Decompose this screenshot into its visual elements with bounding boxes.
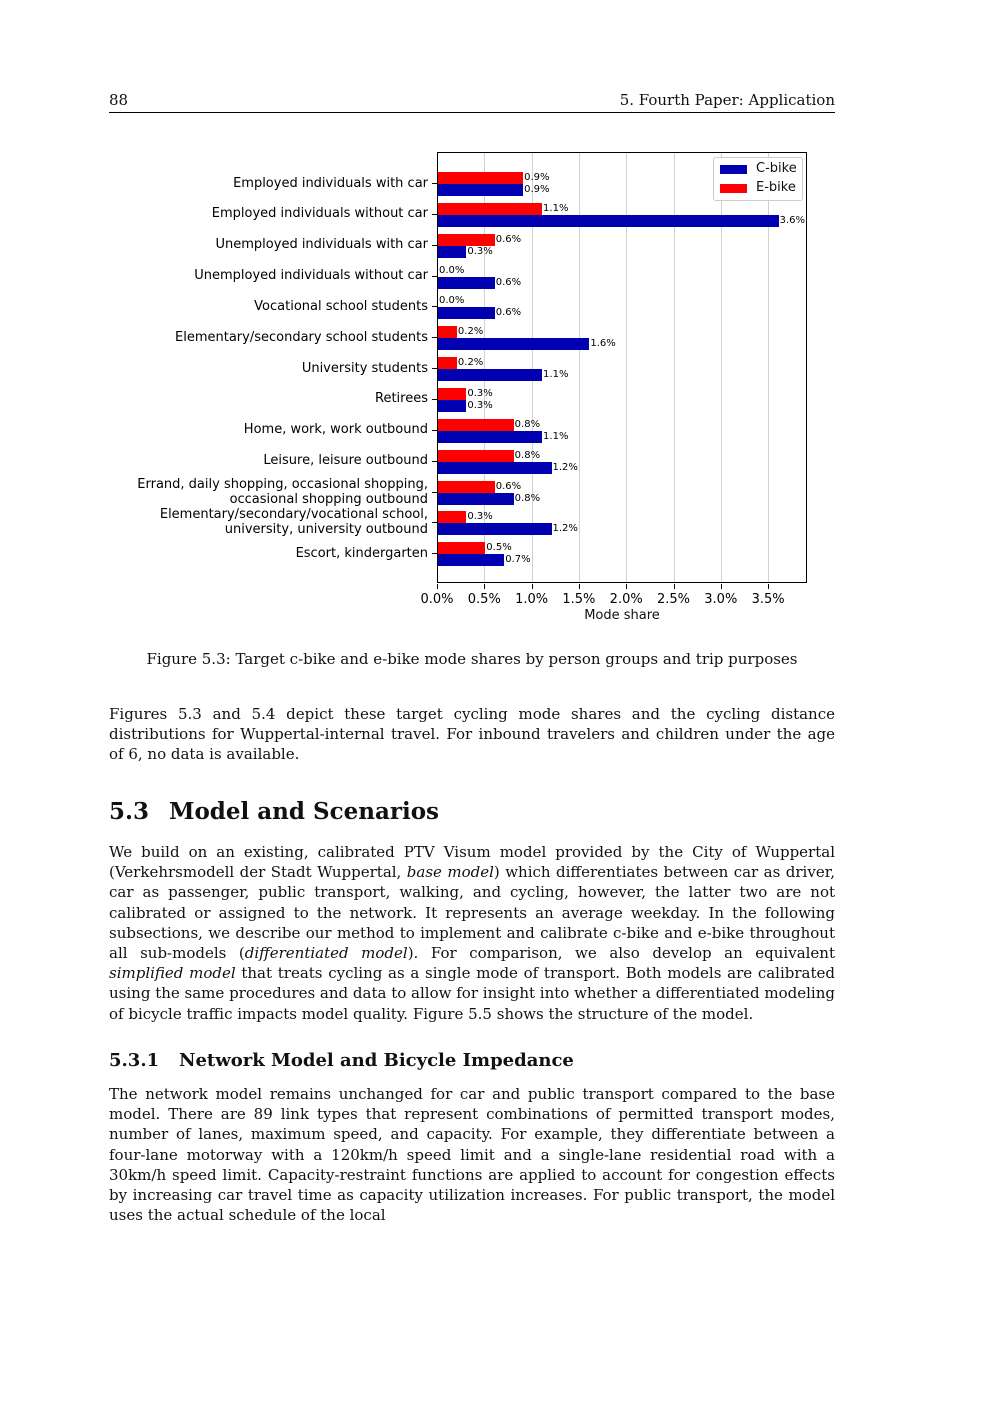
bar-cbike <box>438 184 523 196</box>
x-tick <box>532 584 533 589</box>
plot-area <box>437 152 807 583</box>
page-number: 88 <box>109 91 129 109</box>
x-tick <box>721 584 722 589</box>
text-run: We build on an existing, calibrated PTV Visum model provided by the City of Wuppertal (Verkehrsmodell der Stadt Wuppertal, <box>109 843 835 882</box>
bar-value-label: 0.2% <box>457 326 484 338</box>
bar-cbike <box>438 400 466 412</box>
y-category-label: Employed individuals with car <box>233 175 428 191</box>
emphasis-simplified-model: simplified model <box>109 964 236 983</box>
y-category-label: Escort, kindergarten <box>295 545 428 561</box>
y-category-label: Home, work, work outbound <box>243 422 428 438</box>
bar-cbike <box>438 431 542 443</box>
x-tick <box>626 584 627 589</box>
y-category-label: Vocational school students <box>254 298 428 314</box>
y-category-label: Retirees <box>375 391 428 407</box>
bar-value-label: 1.6% <box>590 338 616 350</box>
bar-ebike <box>438 234 495 246</box>
bar-cbike <box>438 369 542 381</box>
y-tick <box>432 306 437 307</box>
emphasis-base-model: base model <box>406 863 494 882</box>
bar-cbike <box>438 307 495 319</box>
bar-ebike <box>438 542 485 554</box>
y-tick <box>432 368 437 369</box>
y-category-label: Unemployed individuals with car <box>215 237 428 253</box>
section-title: Model and Scenarios <box>169 798 439 825</box>
y-tick <box>432 399 437 400</box>
bar-ebike <box>438 326 457 338</box>
bar-value-label: 1.2% <box>552 461 578 473</box>
bar-value-label: 0.6% <box>495 307 522 319</box>
y-tick <box>432 492 437 493</box>
x-tick-label: 3.0% <box>704 592 738 607</box>
bar-value-label: 0.0% <box>439 295 465 307</box>
legend-swatch-ebike <box>720 184 747 193</box>
x-tick <box>484 584 485 589</box>
x-tick-label: 1.5% <box>562 592 596 607</box>
bar-value-label: 0.9% <box>524 184 550 195</box>
bar-cbike <box>438 554 504 566</box>
bar-value-label: 0.2% <box>457 357 484 369</box>
y-tick <box>432 430 437 431</box>
y-tick <box>432 245 437 246</box>
y-category-label: Elementary/secondary school students <box>175 329 428 345</box>
chapter-title: 5. Fourth Paper: Application <box>619 91 835 109</box>
bar-cbike <box>438 277 495 289</box>
subsection-title: Network Model and Bicycle Impedance <box>179 1050 574 1071</box>
x-tick <box>768 584 769 589</box>
y-tick <box>432 553 437 554</box>
paragraph-model-intro <box>109 842 835 1024</box>
y-tick <box>432 276 437 277</box>
y-category-label: Unemployed individuals without car <box>194 268 428 284</box>
y-tick <box>432 461 437 462</box>
bar-value-label: 0.3% <box>467 387 493 399</box>
paragraph-figures-intro: Figures 5.3 and 5.4 depict these target cycling mode shares and the cycling distance distributions for Wuppertal-internal travel. For inbound travelers and children under the age of 6, no data is available. <box>109 705 835 764</box>
text-run: ) which differentiates between car as driver, car as passenger, public transport, walking, and cycling, however, the latter two are not calibrated or assigned to the network. It represents an average weekday. In the following subsections, we describe our method to implement and calibrate c-bike and e-bike throughout all sub-models ( <box>109 863 835 963</box>
bar-cbike <box>438 338 589 350</box>
running-head <box>109 90 835 113</box>
subsection-number: 5.3.1 <box>109 1050 160 1071</box>
x-tick-label: 3.5% <box>751 592 785 607</box>
bar-value-label: 1.2% <box>552 523 578 535</box>
bar-ebike <box>438 388 466 400</box>
legend-swatch-cbike <box>720 165 747 174</box>
y-category-label: Errand, daily shopping, occasional shopping, occasional shopping outbound <box>137 476 428 507</box>
figure-caption: Figure 5.3: Target c-bike and e-bike mode shares by person groups and trip purposes <box>146 650 798 668</box>
x-tick <box>579 584 580 589</box>
paragraph-network-model: The network model remains unchanged for car and public transport compared to the base model. There are 89 link types that represent combinations of permitted transport modes, number of lanes, maximum speed, and capacity. For example, they differentiate between a four-lane motorway with a 120km/h speed limit and a single-lane residential road with a 30km/h speed limit. Capacity-restraint functions are applied to account for congestion effects by increasing car travel time as capacity utilization increases. For public transport, the model uses the actual schedule of the local <box>109 1085 835 1225</box>
x-axis-label: Mode share <box>584 608 660 623</box>
bar-value-label: 1.1% <box>543 202 569 214</box>
bar-value-label: 0.8% <box>514 492 541 504</box>
x-tick-label: 0.5% <box>467 592 501 607</box>
legend <box>713 157 803 201</box>
y-category-label: Leisure, leisure outbound <box>263 453 428 469</box>
bar-value-label: 0.6% <box>495 276 522 288</box>
bar-value-label: 0.3% <box>467 511 493 523</box>
bar-ebike <box>438 357 457 369</box>
bar-ebike <box>438 172 523 184</box>
legend-label-ebike: E-bike <box>756 180 796 195</box>
bar-value-label: 1.1% <box>543 369 569 381</box>
bar-cbike <box>438 462 552 474</box>
bar-value-label: 0.3% <box>467 245 493 257</box>
text-run: ). For comparison, we also develop an equivalent <box>407 944 835 963</box>
bar-value-label: 0.7% <box>505 554 531 566</box>
bar-cbike <box>438 215 779 227</box>
x-tick-label: 1.0% <box>515 592 549 607</box>
bar-value-label: 0.8% <box>514 418 541 430</box>
text-run: that treats cycling as a single mode of transport. Both models are calibrated using the same procedures and data to allow for insight into whether a differentiated modeling of bicycle traffic impacts model quality. Figure 5.5 shows the structure of the model. <box>109 964 836 1023</box>
y-category-label: Employed individuals without car <box>211 206 428 222</box>
x-tick-label: 2.0% <box>609 592 643 607</box>
bar-ebike <box>438 419 514 431</box>
emphasis-differentiated-model: differentiated model <box>244 944 408 963</box>
bar-value-label: 1.1% <box>543 430 569 442</box>
bar-value-label: 0.8% <box>514 449 541 461</box>
bar-value-label: 0.6% <box>495 233 522 245</box>
bar-cbike <box>438 523 552 535</box>
y-category-label: University students <box>301 360 428 376</box>
y-tick <box>432 337 437 338</box>
bar-ebike <box>438 203 542 215</box>
y-category-label: Elementary/secondary/vocational school, university, university outbound <box>159 507 428 538</box>
bar-value-label: 0.0% <box>439 264 465 276</box>
x-tick <box>674 584 675 589</box>
bar-ebike <box>438 450 514 462</box>
bar-cbike <box>438 246 466 258</box>
bar-value-label: 0.3% <box>467 399 493 411</box>
bar-value-label: 0.5% <box>486 542 512 554</box>
y-tick <box>432 183 437 184</box>
bar-cbike <box>438 493 514 505</box>
x-tick-label: 2.5% <box>656 592 691 607</box>
bar-value-label: 3.6% <box>779 214 805 226</box>
section-number: 5.3 <box>109 798 150 825</box>
bar-value-label: 0.9% <box>524 172 550 183</box>
x-tick-label: 0.0% <box>420 592 454 607</box>
section-heading <box>109 798 439 825</box>
bar-value-label: 0.6% <box>495 480 522 492</box>
bar-ebike <box>438 511 466 523</box>
legend-label-cbike: C-bike <box>756 161 797 176</box>
y-tick <box>432 522 437 523</box>
bar-ebike <box>438 481 495 493</box>
subsection-heading <box>109 1050 574 1071</box>
x-tick <box>437 584 438 589</box>
y-tick <box>432 214 437 215</box>
